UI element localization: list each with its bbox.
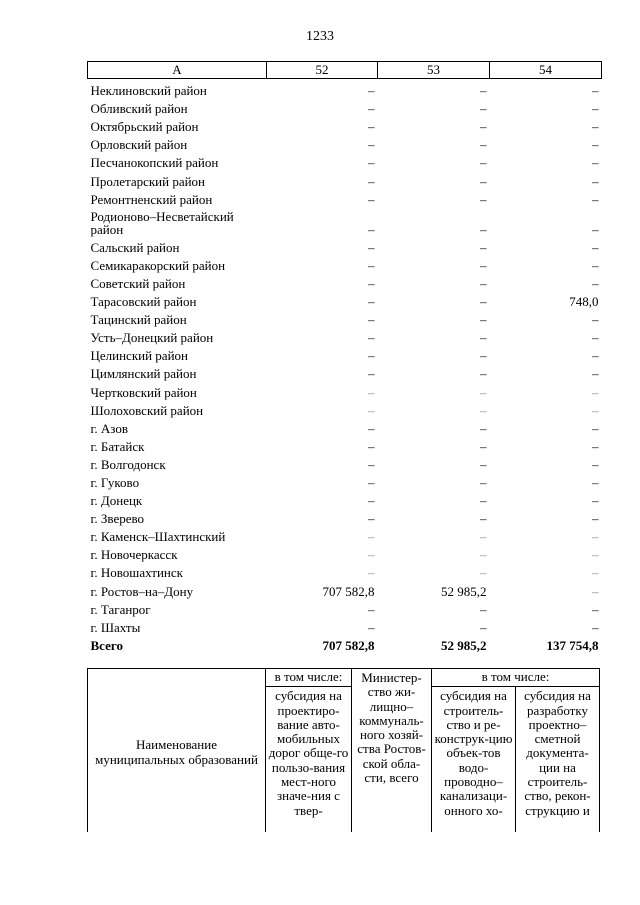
value-53: – [480, 402, 487, 418]
value-53: – [480, 384, 487, 400]
table-row [88, 507, 602, 525]
table-row [88, 290, 602, 308]
value-53: – [480, 601, 487, 617]
value-52: – [368, 275, 375, 291]
value-53: – [480, 547, 487, 563]
value-54: – [592, 511, 599, 527]
value-54: 748,0 [569, 294, 599, 310]
row-name: г. Батайск [90, 438, 145, 454]
row-name: Тарасовский район [90, 294, 197, 310]
value-52: – [368, 511, 375, 527]
value-53: – [480, 173, 487, 189]
value-52: – [368, 402, 375, 418]
value-53: – [480, 257, 487, 273]
value-52: – [368, 294, 375, 310]
value-54: – [592, 191, 599, 207]
value-52: – [368, 601, 375, 617]
value-52: – [368, 348, 375, 364]
table-row [88, 399, 602, 417]
row-name: Октябрьский район [90, 119, 199, 135]
value-52: – [368, 619, 375, 635]
row-name: г. Зверево [90, 511, 145, 527]
row-name: Орловский район [90, 137, 188, 153]
value-53: – [480, 511, 487, 527]
row-name: г. Ростов–на–Дону [90, 583, 194, 599]
column-header-row [88, 62, 602, 79]
value-54: – [592, 155, 599, 171]
table-row [88, 188, 602, 206]
row-name: Целинский район [90, 348, 188, 364]
table-row [88, 435, 602, 453]
value-54: – [592, 529, 599, 545]
row-name: г. Таганрог [90, 601, 151, 617]
value-54: – [592, 619, 599, 635]
table-row [88, 206, 602, 236]
table-row [88, 115, 602, 133]
value-54: – [592, 493, 599, 509]
table-row [88, 453, 602, 471]
value-52: – [368, 173, 375, 189]
value-53: – [480, 275, 487, 291]
value-54: – [592, 438, 599, 454]
value-52: – [368, 191, 375, 207]
value-52: – [368, 119, 375, 135]
value-54: – [592, 257, 599, 273]
column-header-a: А [88, 62, 267, 79]
row-name: г. Гуково [90, 474, 140, 490]
value-53: – [480, 420, 487, 436]
row-name: Ремонтненский район [90, 191, 213, 207]
value-52: – [368, 83, 375, 99]
table-row [88, 561, 602, 579]
row-name: Усть–Донецкий район [90, 330, 214, 346]
value-52: – [368, 312, 375, 328]
value-53: – [480, 101, 487, 117]
subsidy-design-header: субсидия на разработку проектно–сметной документа-ции на строитель-ство, рекон-струкцию и [516, 687, 600, 832]
value-52: – [368, 366, 375, 382]
value-54: – [592, 565, 599, 581]
value-53: – [480, 119, 487, 135]
next-table-header [87, 668, 600, 832]
row-name: г. Шахты [90, 619, 141, 635]
value-54: – [592, 474, 599, 490]
table-row [88, 169, 602, 187]
value-53: – [480, 565, 487, 581]
table-row [88, 272, 602, 290]
value-54: – [592, 384, 599, 400]
row-name: Сальский район [90, 239, 180, 255]
row-name: Чертковский район [90, 384, 197, 400]
value-54: – [592, 275, 599, 291]
row-name: Цимлянский район [90, 366, 197, 382]
table-row [88, 362, 602, 380]
table-row [88, 97, 602, 115]
column-header-53: 53 [378, 62, 490, 79]
row-name: г. Донецк [90, 493, 143, 509]
row-name: г. Каменск–Шахтинский [90, 529, 226, 545]
row-name: г. Новошахтинск [90, 565, 183, 581]
value-54: – [592, 348, 599, 364]
table-row [88, 489, 602, 507]
municipal-data-table [87, 61, 602, 652]
value-53: – [480, 191, 487, 207]
table-row [88, 254, 602, 272]
table-row [88, 579, 602, 597]
total-53: 52 985,2 [441, 637, 487, 653]
row-name: Неклиновский район [90, 83, 207, 99]
table-row [88, 308, 602, 326]
next-table-header-wrapper [87, 668, 601, 832]
value-53: – [480, 348, 487, 364]
value-52: – [368, 384, 375, 400]
value-52: – [368, 529, 375, 545]
value-54: – [592, 83, 599, 99]
table-row [88, 151, 602, 169]
total-row [88, 634, 602, 652]
value-54: – [592, 366, 599, 382]
page-number: 1233 [306, 29, 334, 44]
value-54: – [592, 402, 599, 418]
value-52: – [368, 239, 375, 255]
row-name: Тацинский район [90, 312, 187, 328]
value-53: – [480, 330, 487, 346]
value-54: – [592, 119, 599, 135]
row-name: г. Азов [90, 420, 128, 436]
table-row [88, 525, 602, 543]
value-52: – [368, 221, 375, 237]
table-row [88, 417, 602, 435]
value-52: – [368, 257, 375, 273]
row-name: Пролетарский район [90, 173, 206, 189]
value-52: – [368, 330, 375, 346]
incl-right-header: в том числе: [432, 669, 600, 687]
value-52: – [368, 101, 375, 117]
value-53: 52 985,2 [441, 583, 487, 599]
row-name: г. Волгодонск [90, 456, 166, 472]
municipal-names-header: Наименование муниципальных образований [88, 669, 266, 833]
table-row [88, 344, 602, 362]
column-header-54: 54 [490, 62, 602, 79]
value-52: – [368, 565, 375, 581]
value-53: – [480, 294, 487, 310]
row-name: Родионово–Несветайский район [90, 208, 234, 237]
table-row [88, 79, 602, 98]
table-row [88, 598, 602, 616]
value-54: – [592, 221, 599, 237]
row-name: Семикаракорский район [90, 257, 226, 273]
table-row [88, 236, 602, 254]
value-53: – [480, 529, 487, 545]
value-54: – [592, 547, 599, 563]
value-53: – [480, 619, 487, 635]
value-53: – [480, 221, 487, 237]
value-52: – [368, 547, 375, 563]
value-53: – [480, 155, 487, 171]
ministry-header: Министер-ство жи-лищно–коммуналь-ного хозяй-ства Ростов-ской обла-сти, всего [352, 669, 432, 833]
value-53: – [480, 456, 487, 472]
value-53: – [480, 83, 487, 99]
value-54: – [592, 330, 599, 346]
table-row [88, 380, 602, 398]
value-54: – [592, 137, 599, 153]
subsidy-roads-header: субсидия на проектиро-вание авто-мобильных дорог обще-го пользо-вания мест-ного значе-ния с твер- [266, 687, 352, 832]
value-52: – [368, 474, 375, 490]
table-row [88, 616, 602, 634]
value-54: – [592, 312, 599, 328]
total-54: 137 754,8 [546, 637, 599, 653]
value-53: – [480, 493, 487, 509]
value-53: – [480, 137, 487, 153]
row-name: Шолоховский район [90, 402, 204, 418]
total-52: 707 582,8 [322, 637, 375, 653]
value-53: – [480, 239, 487, 255]
incl-left-header: в том числе: [266, 669, 352, 687]
value-54: – [592, 239, 599, 255]
value-53: – [480, 474, 487, 490]
table-row [88, 471, 602, 489]
column-header-52: 52 [267, 62, 378, 79]
value-52: 707 582,8 [322, 583, 375, 599]
value-54: – [592, 173, 599, 189]
value-54: – [592, 420, 599, 436]
table-body [88, 79, 602, 652]
total-label: Всего [90, 637, 123, 653]
value-52: – [368, 137, 375, 153]
value-53: – [480, 312, 487, 328]
row-name: г. Новочеркасск [90, 547, 178, 563]
value-52: – [368, 493, 375, 509]
row-name: Обливский район [90, 101, 188, 117]
value-53: – [480, 366, 487, 382]
value-54: – [592, 601, 599, 617]
value-54: – [592, 456, 599, 472]
value-52: – [368, 155, 375, 171]
table-row [88, 326, 602, 344]
value-54: – [592, 101, 599, 117]
row-name: Песчанокопский район [90, 155, 219, 171]
subsidy-water-header: субсидия на строитель-ство и ре-конструк-цию объек-тов водо-проводно–канализаци-онного хо- [432, 687, 516, 832]
value-53: – [480, 438, 487, 454]
value-52: – [368, 420, 375, 436]
value-52: – [368, 438, 375, 454]
row-name: Советский район [90, 275, 186, 291]
value-54: – [592, 583, 599, 599]
value-52: – [368, 456, 375, 472]
table-row [88, 543, 602, 561]
table-row [88, 133, 602, 151]
